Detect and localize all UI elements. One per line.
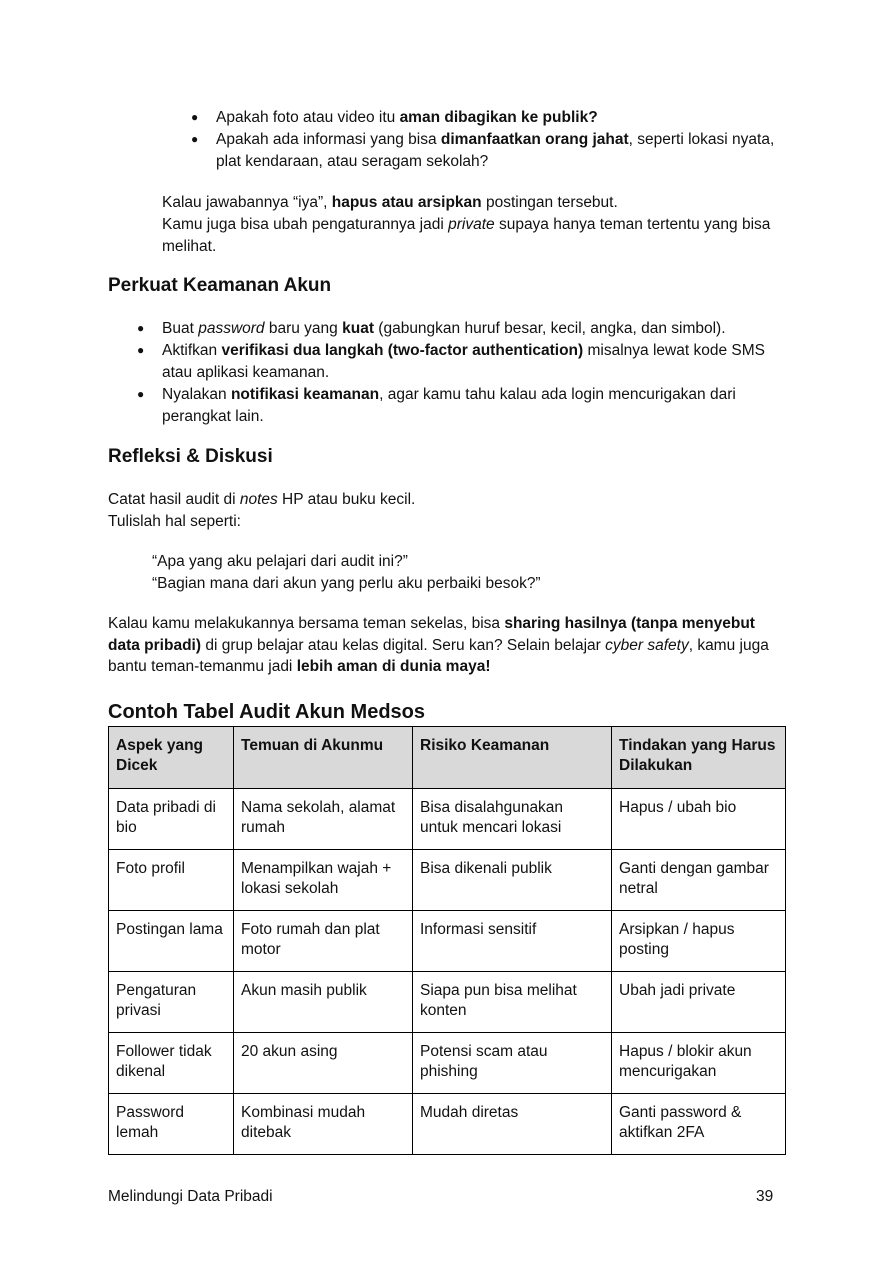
table-cell: Foto profil: [109, 850, 234, 911]
table-cell: Data pribadi di bio: [109, 789, 234, 850]
table-cell: Potensi scam atau phishing: [413, 1033, 612, 1094]
table-cell: Hapus / ubah bio: [612, 789, 786, 850]
table-cell: Ubah jadi private: [612, 972, 786, 1033]
table-row: [109, 911, 786, 972]
table-cell: Follower tidak dikenal: [109, 1033, 234, 1094]
table-cell: Postingan lama: [109, 911, 234, 972]
audit-table: [108, 726, 786, 1155]
security-bullet-2: Aktifkan verifikasi dua langkah (two-factor authentication) misalnya lewat kode SMS atau aplikasi keamanan.: [162, 342, 765, 381]
table-cell: Pengaturan privasi: [109, 972, 234, 1033]
reflection-line-2: Tulislah hal seperti:: [108, 513, 241, 530]
table-cell: Hapus / blokir akun mencurigakan: [612, 1033, 786, 1094]
reflection-line-1: Catat hasil audit di notes HP atau buku kecil.: [108, 491, 416, 508]
table-cell: Informasi sensitif: [413, 911, 612, 972]
reflection-question-2: “Bagian mana dari akun yang perlu aku perbaiki besok?”: [152, 575, 541, 592]
table-cell: Kombinasi mudah ditebak: [234, 1094, 413, 1155]
table-cell: Password lemah: [109, 1094, 234, 1155]
bullet-dot: ●: [137, 343, 145, 357]
table-row: [109, 1094, 786, 1155]
table-cell: 20 akun asing: [234, 1033, 413, 1094]
table-cell: Menampilkan wajah + lokasi sekolah: [234, 850, 413, 911]
table-cell: Ganti password & aktifkan 2FA: [612, 1094, 786, 1155]
security-bullet-1: Buat password baru yang kuat (gabungkan huruf besar, kecil, angka, dan simbol).: [162, 320, 726, 337]
table-row: [109, 972, 786, 1033]
table-cell: Akun masih publik: [234, 972, 413, 1033]
reflection-question-1: “Apa yang aku pelajari dari audit ini?”: [152, 553, 408, 570]
table-cell: Siapa pun bisa melihat konten: [413, 972, 612, 1033]
bullet-dot: ●: [191, 110, 199, 124]
reflection-paragraph: Kalau kamu melakukannya bersama teman sekelas, bisa sharing hasilnya (tanpa menyebut data pribadi) di grup belajar atau kelas digital. Seru kan? Selain belajar cyber safety, kamu juga bantu teman-temanmu jadi lebih aman di dunia maya!: [108, 615, 769, 675]
table-cell: Ganti dengan gambar netral: [612, 850, 786, 911]
header-aspect: Aspek yang Dicek: [109, 727, 234, 789]
table-cell: Nama sekolah, alamat rumah: [234, 789, 413, 850]
table-cell: Mudah diretas: [413, 1094, 612, 1155]
table-cell: Arsipkan / hapus posting: [612, 911, 786, 972]
header-risk: Risiko Keamanan: [413, 727, 612, 789]
table-cell: Bisa disalahgunakan untuk mencari lokasi: [413, 789, 612, 850]
intro-bullet-2: Apakah ada informasi yang bisa dimanfaatkan orang jahat, seperti lokasi nyata, plat kendaraan, atau seragam sekolah?: [216, 131, 775, 170]
page-number: 39: [756, 1188, 774, 1205]
table-row: [109, 789, 786, 850]
section-title-reflection: Refleksi & Diskusi: [108, 446, 273, 467]
followup-line-1: Kalau jawabannya “iya”, hapus atau arsipkan postingan tersebut.: [162, 194, 618, 211]
table-cell: Foto rumah dan plat motor: [234, 911, 413, 972]
bullet-dot: ●: [191, 132, 199, 146]
table-cell: Bisa dikenali publik: [413, 850, 612, 911]
intro-bullet-1: Apakah foto atau video itu aman dibagikan ke publik?: [216, 109, 598, 126]
section-title-security: Perkuat Keamanan Akun: [108, 275, 332, 296]
footer-title: Melindungi Data Pribadi: [108, 1188, 273, 1205]
table-row: [109, 850, 786, 911]
security-bullet-3: Nyalakan notifikasi keamanan, agar kamu tahu kalau ada login mencurigakan dari perangkat lain.: [162, 386, 736, 425]
bullet-dot: ●: [137, 321, 145, 335]
header-action: Tindakan yang Harus Dilakukan: [612, 727, 786, 789]
followup-line-2: Kamu juga bisa ubah pengaturannya jadi private supaya hanya teman tertentu yang bisa melihat.: [162, 216, 771, 255]
table-row: [109, 1033, 786, 1094]
table-header-row: [109, 727, 786, 789]
bullet-dot: ●: [137, 387, 145, 401]
table-title: Contoh Tabel Audit Akun Medsos: [108, 701, 426, 723]
header-findings: Temuan di Akunmu: [234, 727, 413, 789]
